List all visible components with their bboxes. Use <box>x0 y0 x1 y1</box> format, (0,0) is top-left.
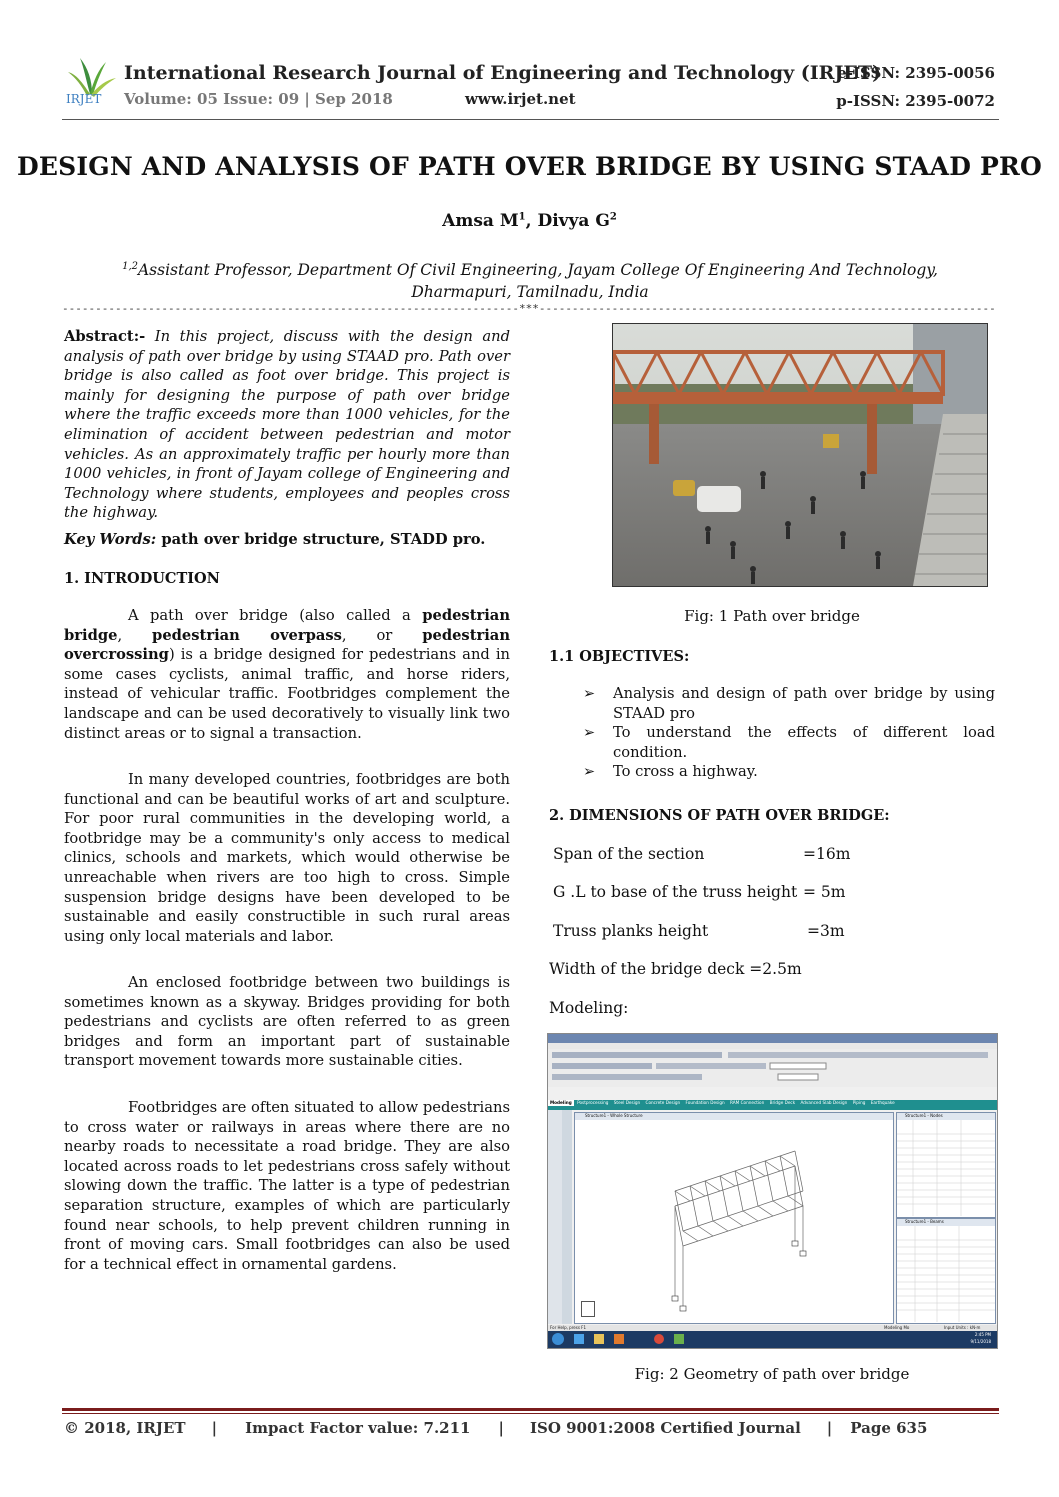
dim-value-gl: = 5m <box>803 883 846 901</box>
intro-paragraph-2: In many developed countries, footbridges are both functional and can be beautiful works of art and sculpture. For poor rural communities in the developing world, a footbridge may be a community's only access to medical clinics, schools and markets, which would otherwise be unreachable when rivers are too high to cross. Simple suspension bridge designs have been developed to be sustainable and easily constructible in such rural areas using only local materials and labor. <box>64 771 510 945</box>
abstract-label: Abstract:- <box>64 328 146 345</box>
status-help: For Help, press F1 <box>550 1325 587 1330</box>
footer-sep-3: | <box>826 1419 833 1437</box>
clock-time: 2:45 PM <box>974 1332 991 1337</box>
footer-sep-1: | <box>211 1419 218 1437</box>
term-pedestrian-bridge: pedestrian bridge <box>64 607 510 644</box>
viewport-title: Structure1 - Whole Structure <box>575 1113 893 1120</box>
objectives-heading: 1.1 OBJECTIVES: <box>549 648 690 665</box>
staad-tab-postprocessing[interactable]: Postprocessing <box>577 1100 609 1105</box>
affiliation-line-2: Dharmapuri, Tamilnadu, India <box>411 283 649 302</box>
intro-p1-text-c: , <box>117 626 153 644</box>
paper-title: DESIGN AND ANALYSIS OF PATH OVER BRIDGE BY USING STAAD PRO <box>17 152 1042 181</box>
journal-name: International Research Journal of Engineering and Technology (IRJET) <box>124 62 881 84</box>
staad-taskbar-icon[interactable] <box>674 1334 684 1344</box>
start-button-icon[interactable] <box>552 1333 564 1345</box>
pissn: p-ISSN: 2395-0072 <box>836 92 995 110</box>
author-1: Amsa M <box>442 211 519 231</box>
objective-text: To cross a highway. <box>613 763 758 781</box>
fig2-staad-screenshot <box>547 1033 998 1349</box>
logo-text: IRJET <box>66 92 102 106</box>
staad-tab-earthquake[interactable]: Earthquake <box>870 1100 895 1105</box>
axis-triad-icon <box>581 1301 595 1317</box>
dimensions-heading: 2. DIMENSIONS OF PATH OVER BRIDGE: <box>549 807 890 824</box>
modeling-label: Modeling: <box>549 999 629 1017</box>
journal-logo <box>62 52 118 110</box>
dim-value-span: =16m <box>803 845 851 863</box>
beams-table-window <box>896 1218 996 1324</box>
staad-tab-bridge-deck[interactable]: Bridge Deck <box>769 1100 796 1105</box>
objective-item <box>549 684 995 723</box>
affiliation-sup: 1,2 <box>122 261 138 272</box>
staad-titlebar <box>548 1034 997 1043</box>
objective-text: To understand the effects of different load condition. <box>613 724 995 761</box>
clock-date: 9/11/2018 <box>970 1339 991 1344</box>
staad-viewport <box>574 1112 894 1324</box>
author-1-sup: 1 <box>518 211 526 223</box>
arrow-bullet-icon: ➢ <box>583 763 596 781</box>
term-pedestrian-overcrossing: pedestrian overcrossing <box>64 626 510 664</box>
footer <box>64 1419 927 1437</box>
dim-value-truss: =3m <box>807 922 845 940</box>
journal-website[interactable]: www.irjet.net <box>465 90 576 108</box>
intro-paragraph-3: An enclosed footbridge between two buildings is sometimes known as a skyway. Bridges providing for both pedestrians and cyclists are often referred to as green bridges and form an important part of sustainable transport movement towards more sustainable cities. <box>64 974 510 1070</box>
staad-tab-advanced-slab[interactable]: Advanced Slab Design <box>800 1100 848 1105</box>
header-rule <box>62 119 999 120</box>
intro-p1-text-a: A path over bridge (also called a <box>128 607 423 624</box>
footer-impact-factor: Impact Factor value: 7.211 <box>245 1419 471 1437</box>
affiliation-line-1: Assistant Professor, Department Of Civil Engineering, Jayam College Of Engineering And Technology, <box>137 261 938 280</box>
intro-paragraph-4: Footbridges are often situated to allow pedestrians to cross water or railways in areas where there are no nearby roads to necessitate a road bridge. They are also located across roads to let pedestrians cross safely without slowing down the traffic. The latter is a type of pedestrian separation structure, examples of which are particularly found near schools, to help prevent children running in front of moving cars. Small footbridges can also be used for a technical effect in ornamental gardens. <box>64 1099 510 1273</box>
intro-paragraph-1 <box>64 606 510 743</box>
eissn: e-ISSN: 2395-0056 <box>837 64 995 82</box>
fig1-bridge-photo <box>612 323 988 587</box>
intro-heading: 1. INTRODUCTION <box>64 570 220 587</box>
staad-tab-steel-design[interactable]: Steel Design <box>613 1100 641 1105</box>
staad-tabbar <box>548 1100 997 1110</box>
arrow-bullet-icon: ➢ <box>583 685 596 702</box>
staad-tab-foundation-design[interactable]: Foundation Design <box>685 1100 725 1105</box>
objective-item <box>549 723 995 762</box>
term-pedestrian-overpass: pedestrian overpass <box>152 626 342 644</box>
fig1-caption: Fig: 1 Path over bridge <box>684 607 860 625</box>
author-2-sup: 2 <box>609 211 617 223</box>
windows-taskbar <box>548 1331 997 1348</box>
author-2: Divya G <box>537 211 610 231</box>
footer-copyright: © 2018, IRJET <box>64 1419 186 1437</box>
status-mode: Modeling Mo <box>884 1325 910 1330</box>
chrome-taskbar-icon[interactable] <box>654 1334 664 1344</box>
keywords <box>64 530 510 550</box>
author-separator: , <box>525 211 538 231</box>
abstract <box>64 327 510 523</box>
staad-tab-concrete-design[interactable]: Concrete Design <box>645 1100 681 1105</box>
beams-title: Structure1 - Beams <box>897 1219 995 1226</box>
dim-label-truss: Truss planks height <box>553 922 709 940</box>
affiliation <box>70 256 990 303</box>
truss-model-drawing <box>575 1121 893 1321</box>
dim-label-span: Span of the section <box>553 845 705 863</box>
objective-item <box>549 762 995 782</box>
staad-tab-piping[interactable]: Piping <box>852 1100 866 1105</box>
authors <box>0 211 1059 231</box>
objective-text: Analysis and design of path over bridge by using STAAD pro <box>613 685 995 722</box>
explorer-taskbar-icon[interactable] <box>594 1334 604 1344</box>
ie-taskbar-icon[interactable] <box>574 1334 584 1344</box>
intro-p1-text-e: ) is a bridge designed for pedestrians and in some cases cyclists, animal traffic, and horse riders, instead of vehicular traffic. Footbridges complement the landscape and can be used decoratively to visually link two distinct areas or to signal a transaction. <box>64 646 510 742</box>
staad-tab-modeling[interactable]: Modeling <box>550 1100 572 1105</box>
staad-toolbars <box>548 1049 997 1087</box>
footer-sep-2: | <box>498 1419 504 1437</box>
media-taskbar-icon[interactable] <box>614 1334 624 1344</box>
fig2-caption: Fig: 2 Geometry of path over bridge <box>634 1365 910 1383</box>
footer-rule-thick <box>62 1408 999 1411</box>
footer-rule-thin <box>62 1413 999 1414</box>
staad-page-control <box>562 1110 572 1324</box>
arrow-bullet-icon: ➢ <box>583 724 596 742</box>
footer-page-number: Page 635 <box>850 1419 928 1437</box>
section-divider: ---------------------------------------------------------------------***--------------------------------------------------------------------- <box>62 302 996 315</box>
dim-width-line: Width of the bridge deck =2.5m <box>549 960 802 978</box>
intro-p1-text-d: , or <box>341 626 423 644</box>
status-units: Input Units : kN-m <box>944 1325 981 1330</box>
keywords-label: Key Words: <box>64 531 157 548</box>
staad-left-panel <box>548 1110 562 1324</box>
objectives-list <box>549 684 995 782</box>
staad-tab-ram-connection[interactable]: RAM Connection <box>730 1100 765 1105</box>
dim-label-gl: G .L to base of the truss height <box>553 883 798 901</box>
abstract-text: In this project, discuss with the design and analysis of path over bridge by using STAAD pro. Path over bridge is also called as foot over bridge. This project is mainly for designing the purpose of path over bridge where the traffic exceeds more than 1000 vehicles, for the elimination of accident between pedestrian and motor vehicles. As an approximately traffic per hourly more than 1000 vehicles, in front of Jayam college of Engineering and Technology where students, employees and peoples cross the highway. <box>64 328 510 522</box>
keywords-text: path over bridge structure, STADD pro. <box>156 531 486 548</box>
nodes-title: Structure1 - Nodes <box>897 1113 995 1120</box>
footer-iso: ISO 9001:2008 Certified Journal <box>529 1419 801 1437</box>
nodes-table-window <box>896 1112 996 1218</box>
volume-info: Volume: 05 Issue: 09 | Sep 2018 <box>124 90 393 108</box>
